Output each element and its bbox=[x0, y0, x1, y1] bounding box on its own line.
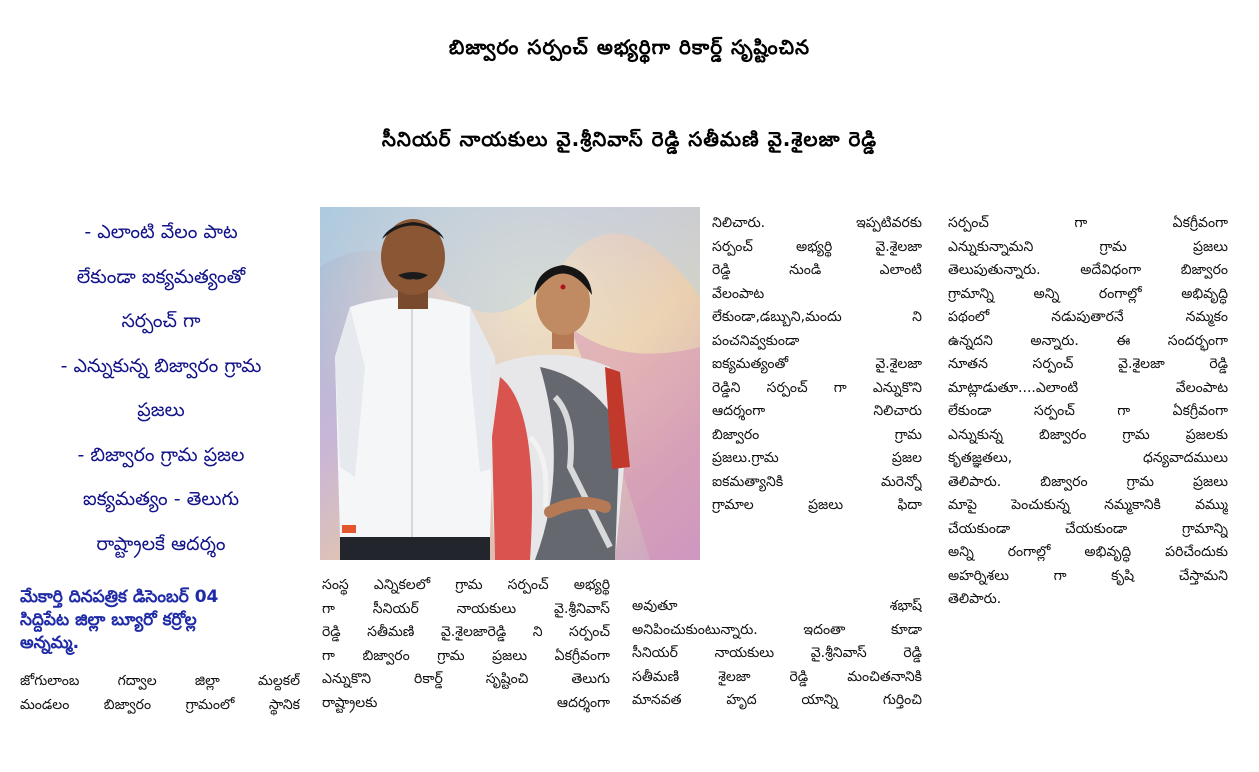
article-column-1 bbox=[20, 670, 300, 717]
article-line: సీనియర్ నాయకులు వై.శ్రీనివాస్ రెడ్డి bbox=[632, 645, 922, 661]
subhead-line: సర్పంచ్ గా bbox=[121, 310, 201, 332]
article-line: అవుతూ శభాష్ bbox=[632, 598, 922, 614]
article-line: వేలంపాట bbox=[712, 285, 765, 302]
article-line: పథంలో నడుపుతారనే నమ్మకం bbox=[948, 309, 1228, 325]
article-line: మాపై పెంచుకున్న నమ్మకానికి వమ్ము bbox=[948, 497, 1228, 513]
article-line: రెడ్డి సతీమణి వై.శైలజారెడ్డి ని సర్పంచ్ bbox=[322, 624, 610, 640]
article-line: ఐకమత్యానికి మరెన్నో bbox=[712, 473, 922, 490]
article-line: తెలిపారు. బిజ్వారం గ్రామ ప్రజలు bbox=[948, 473, 1228, 490]
article-line: రాష్ట్రాలకు ఆదర్శంగా bbox=[322, 694, 610, 711]
article-line: సంస్థ ఎన్నికలలో గ్రామ సర్పంచ్ అభ్యర్థి bbox=[322, 577, 610, 593]
subhead-line: - బిజ్వారం గ్రామ ప్రజల bbox=[77, 443, 245, 466]
article-line: నిలిచారు. ఇప్పటివరకు bbox=[712, 215, 922, 231]
article-line: సర్పంచ్ గా ఏకగ్రీవంగా bbox=[948, 215, 1228, 231]
article-line: మాట్లాడుతూ....ఎలాంటి వేలంపాట bbox=[948, 379, 1228, 396]
article-line: సతీమణి శైలజా రెడ్డి మంచితనానికి bbox=[632, 668, 922, 685]
article-line: ఎన్నుకున్న బిజ్వారం గ్రామ ప్రజలకు bbox=[948, 426, 1228, 443]
article-line: అనిపించుకుంటున్నారు. ఇదంతా కూడా bbox=[632, 621, 922, 638]
article-line: రెడ్డి నుండి ఎలాంటి bbox=[712, 262, 922, 278]
article-line: కృతజ్ఞతలు, ధన్యవాదములు bbox=[948, 450, 1228, 466]
article-line: నూతన సర్పంచ్ వై.శైలజా రెడ్డి bbox=[948, 356, 1228, 372]
headline-line-2: సీనియర్ నాయకులు వై.శ్రీనివాస్ రెడ్డి సతీమణి వై.శైలజా రెడ్డి bbox=[381, 127, 878, 151]
article-line: సర్పంచ్ అభ్యర్థి వై.శైలజా bbox=[712, 238, 922, 255]
subhead-line: - ఎన్నుకున్న బిజ్వారం గ్రామ bbox=[60, 354, 262, 377]
article-line: గా సీనియర్ నాయకులు వై.శ్రీనివాస్ bbox=[322, 600, 610, 617]
dateline-line: అన్నమ్మ. bbox=[20, 633, 80, 653]
article-line: మానవత హృద యాన్ని గుర్తించి bbox=[632, 692, 922, 708]
article-line: గా బిజ్వారం గ్రామ ప్రజలు ఏకగ్రీవంగా bbox=[322, 647, 610, 664]
article-column-5 bbox=[948, 212, 1228, 612]
article-line: జోగులాంబ గద్వాల జిల్లా మల్దకల్ bbox=[20, 673, 300, 689]
article-line: గ్రామాన్ని అన్ని రంగాల్లో అభివృద్ధి bbox=[948, 285, 1228, 302]
news-photo-couple bbox=[320, 207, 700, 560]
article-line: ప్రజలు.గ్రామ ప్రజల bbox=[712, 450, 922, 466]
article-line: ఉన్నదని అన్నారు. ఈ సందర్భంగా bbox=[948, 332, 1228, 349]
subhead-line: ఐక్యమత్యం - తెలుగు bbox=[82, 488, 240, 510]
article-line: చేయకుండా చేయకుండా గ్రామాన్ని bbox=[948, 520, 1228, 537]
headline-line-1: బిజ్వారం సర్పంచ్ అభ్యర్థిగా రికార్డ్ సృష్టించిన bbox=[448, 35, 811, 59]
subhead-line: రాష్ట్రాలకే ఆదర్శం bbox=[96, 532, 226, 555]
article-line: అహర్నిశలు గా కృషి చేస్తామని bbox=[948, 567, 1228, 584]
article-line: రెడ్డిని సర్పంచ్ గా ఎన్నుకొని bbox=[712, 379, 922, 396]
subhead-line: ప్రజలు bbox=[137, 399, 185, 421]
article-line: అన్ని రంగాల్లో అభివృద్ధి పరిచేందుకు bbox=[948, 544, 1228, 560]
article-line: ఎన్నుకున్నామని గ్రామ ప్రజలు bbox=[948, 238, 1228, 255]
article-line: తెలుపుతున్నారు. అదేవిధంగా బిజ్వారం bbox=[948, 262, 1228, 278]
article-column-2 bbox=[322, 574, 610, 715]
subhead-line: లేకుండా ఐక్యమత్యంతో bbox=[76, 265, 246, 288]
article-line: గ్రామాల ప్రజలు ఫిదా bbox=[712, 497, 922, 513]
article-column-4 bbox=[712, 212, 922, 518]
dateline-line: సిద్దిపేట జిల్లా బ్యూరో కర్రోల్ల bbox=[20, 610, 197, 630]
dateline-line: మేకార్తి దినపత్రిక డిసెంబర్ 04 bbox=[20, 587, 219, 607]
article-column-3 bbox=[632, 595, 922, 713]
article-line: మండలం బిజ్వారం గ్రామంలో స్థానిక bbox=[20, 696, 300, 713]
article-line: పంచనివ్వకుండా bbox=[712, 332, 800, 349]
article-line: లేకుండా,డబ్బుని,మందు ని bbox=[712, 309, 922, 325]
article-line: తెలిపారు. bbox=[948, 591, 1002, 607]
subheadline-block bbox=[26, 210, 296, 566]
article-line: ఐక్యమత్యంతో వై.శైలజా bbox=[712, 356, 922, 372]
article-line: ఆదర్శంగా నిలిచారు bbox=[712, 403, 922, 419]
article-line: బిజ్వారం గ్రామ bbox=[712, 426, 922, 443]
dateline bbox=[20, 586, 295, 655]
article-line: లేకుండా సర్పంచ్ గా ఏకగ్రీవంగా bbox=[948, 403, 1228, 419]
article-line: ఎన్నుకొని రికార్డ్ సృష్టించి తెలుగు bbox=[322, 671, 610, 687]
subhead-line: - ఎలాంటి వేలం పాట bbox=[84, 221, 238, 243]
